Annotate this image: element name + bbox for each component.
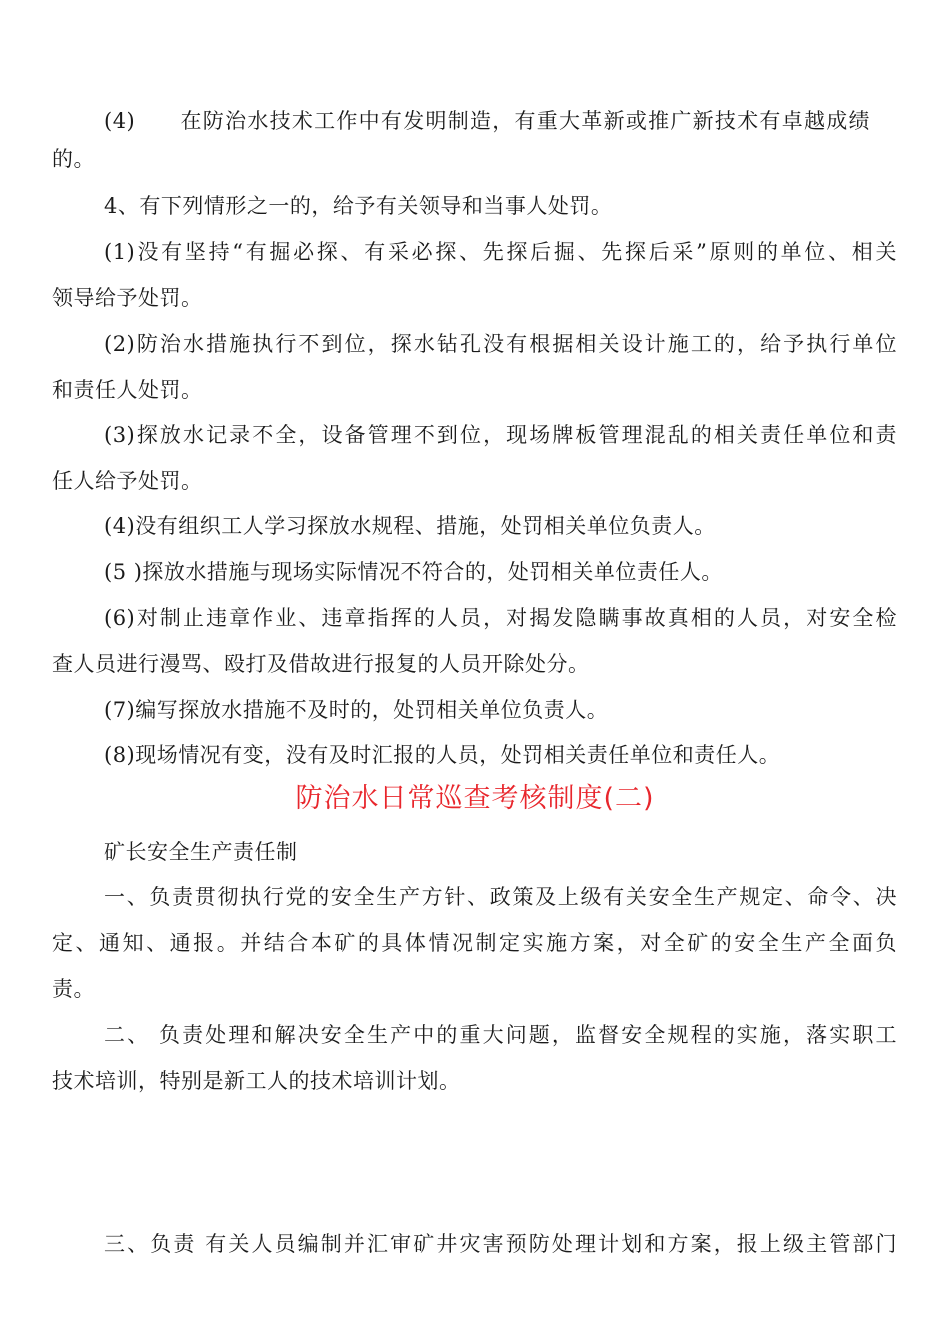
paragraph-line: 一、负责贯彻执行党的安全生产方针、政策及上级有关安全生产规定、命令、决 [104,885,897,909]
paragraph-line: 三、负责 有关人员编制并汇审矿井灾害预防处理计划和方案，报上级主管部门 [104,1232,897,1256]
section-subtitle: 矿长安全生产责任制 [104,840,298,864]
paragraph-line: (5 )探放水措施与现场实际情况不符合的，处罚相关单位责任人。 [104,560,723,584]
paragraph-line: (8)现场情况有变，没有及时汇报的人员，处罚相关责任单位和责任人。 [104,743,781,767]
paragraph-line: (7)编写探放水措施不及时的，处罚相关单位负责人。 [104,698,609,722]
paragraph-line: 的。 [52,147,95,171]
paragraph-line: (4)没有组织工人学习探放水规程、措施，处罚相关单位负责人。 [104,514,716,538]
clause-heading: 4、有下列情形之一的，给予有关领导和当事人处罚。 [104,194,613,218]
paragraph-line: 二、 负责处理和解决安全生产中的重大问题，监督安全规程的实施，落实职工 [104,1023,897,1047]
paragraph-line: 领导给予处罚。 [52,286,203,310]
paragraph-line: (1)没有坚持“有掘必探、有采必探、先探后掘、先探后采”原则的单位、相关 [104,240,897,264]
paragraph-line: 和责任人处罚。 [52,378,203,402]
paragraph-line: 定、通知、通报。并结合本矿的具体情况制定实施方案，对全矿的安全生产全面负 [52,931,897,955]
paragraph-line: (2)防治水措施执行不到位，探水钻孔没有根据相关设计施工的，给予执行单位 [104,332,897,356]
paragraph-line: 责。 [52,977,95,1001]
section-title: 防治水日常巡查考核制度(二) [295,783,655,814]
paragraph-line: 查人员进行漫骂、殴打及借故进行报复的人员开除处分。 [52,652,590,676]
paragraph-line: (6)对制止违章作业、违章指挥的人员，对揭发隐瞒事故真相的人员，对安全检 [104,606,897,630]
paragraph-line: 任人给予处罚。 [52,469,203,493]
paragraph-line: (3)探放水记录不全，设备管理不到位，现场牌板管理混乱的相关责任单位和责 [104,423,897,447]
paragraph-line: 技术培训，特别是新工人的技术培训计划。 [52,1069,461,1093]
paragraph-line: (4) 在防治水技术工作中有发明制造，有重大革新或推广新技术有卓越成绩 [104,109,870,133]
